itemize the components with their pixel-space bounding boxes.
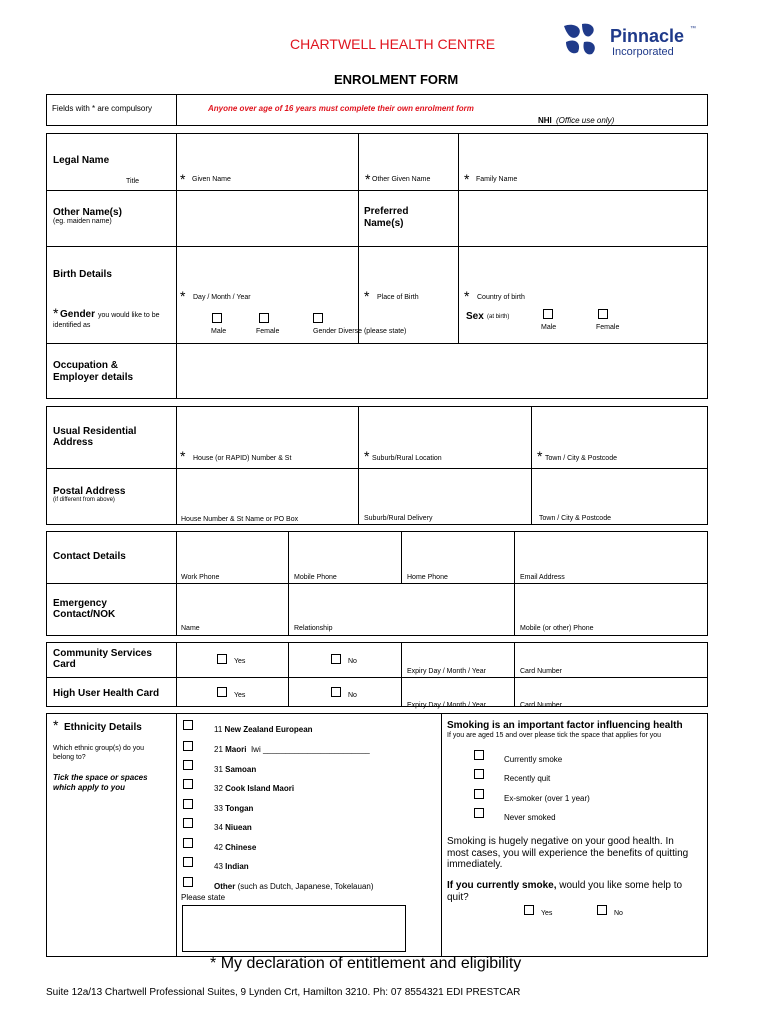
smoking-option: Currently smoke [504,755,563,764]
csc-yes-checkbox[interactable] [217,654,227,664]
work-phone-label: Work Phone [181,574,220,581]
suburb-label: Suburb/Rural Location [372,455,442,462]
country-of-birth-field[interactable] [460,250,706,290]
quit-help-yes-checkbox[interactable] [524,905,534,915]
smoking-ex-checkbox[interactable] [474,789,484,799]
ethnicity-maori-checkbox[interactable] [183,741,193,751]
csc-number-label: Card Number [520,668,563,675]
required-star: * [364,288,370,304]
quit-help-question-2: quit? [447,892,469,903]
huhc-label: High User Health Card [53,688,160,699]
sex-label: Sex [466,311,484,322]
gender-female-label: Female [256,328,280,335]
ethnicity-instruction-2: which apply to you [53,783,126,792]
dob-label: Day / Month / Year [193,294,251,301]
csc-no-checkbox[interactable] [331,654,341,664]
given-name-field[interactable] [178,140,356,188]
residential-address-label-2: Address [53,437,94,448]
gender-female-checkbox[interactable] [259,313,269,323]
logo-tm: ™ [690,26,696,32]
please-state-label: Please state [181,893,226,902]
country-of-birth-label: Country of birth [477,294,525,301]
nhi-label: NHI [538,116,552,125]
required-star: * [365,171,371,187]
email-field[interactable] [516,533,706,573]
logo-main-text: Pinnacle [610,26,685,46]
required-star: * [537,448,543,464]
compulsory-note: Fields with * are compulsory [52,104,153,113]
house-number-field[interactable] [178,408,356,450]
huhc-no-label: No [348,692,357,699]
csc-expiry-label: Expiry Day / Month / Year [407,668,486,675]
pinnacle-logo [560,20,700,64]
house-number-label: House (or RAPID) Number & St [193,455,292,462]
suburb-field[interactable] [360,408,529,450]
family-name-label: Family Name [476,176,518,183]
quit-help-no-checkbox[interactable] [597,905,607,915]
smoking-warning-3: immediately. [447,859,503,870]
sex-male-checkbox[interactable] [543,309,553,319]
smoking-warning-2: most cases, you will experience the benefits of quitting [447,848,689,859]
other-names-label: Other Name(s) [53,207,122,218]
quit-help-question: If you currently smoke, would you like some help to [447,880,683,891]
ethnicity-nz-european-checkbox[interactable] [183,720,193,730]
required-star: * [180,171,186,187]
smoking-option: Never smoked [504,813,556,822]
ethnicity-option: 11 New Zealand European [214,725,313,734]
sex-hint: (at birth) [487,314,510,320]
gender-male-label: Male [211,328,227,335]
birth-details-label: Birth Details [53,269,112,280]
mobile-phone-field[interactable] [290,533,399,573]
postal-town-field[interactable] [533,470,706,514]
csc-label-2: Card [53,659,76,670]
ethnicity-instruction: Tick the space or spaces [53,773,148,782]
sex-female-checkbox[interactable] [598,309,608,319]
ethnicity-option: 43 Indian [214,862,249,871]
postal-address-label: Postal Address [53,486,126,497]
postal-town-label: Town / City & Postcode [539,515,611,522]
huhc-no-checkbox[interactable] [331,687,341,697]
csc-label: Community Services [53,648,152,659]
ethnicity-other-checkbox[interactable] [183,877,193,887]
ethnicity-cook-island-checkbox[interactable] [183,779,193,789]
given-name-label: Given Name [192,176,231,183]
required-star: * [464,288,470,304]
ethnicity-chinese-checkbox[interactable] [183,838,193,848]
preferred-names-label-2: Name(s) [364,218,404,229]
occupation-field[interactable] [178,345,706,397]
nok-name-label: Name [181,625,200,632]
ethnicity-option: 21 Maori Iwi ________________________ [214,745,370,754]
required-star: * [53,717,59,733]
smoking-option: Recently quit [504,774,551,783]
smoking-current-checkbox[interactable] [474,750,484,760]
family-name-field[interactable] [460,140,706,188]
nok-phone-label: Mobile (or other) Phone [520,625,594,632]
postal-address-hint: (if different from above) [53,497,115,503]
ethnicity-question: Which ethnic group(s) do you [53,745,145,752]
smoking-instruction: If you are aged 15 and over please tick the space that applies for you [447,732,662,739]
gender-male-checkbox[interactable] [212,313,222,323]
ethnicity-other-field[interactable] [182,905,406,952]
emergency-label-2: Contact/NOK [53,609,116,620]
place-of-birth-label: Place of Birth [377,294,419,301]
postal-address-field[interactable] [178,470,356,514]
preferred-names-label: Preferred [364,206,409,217]
title-label: Title [126,178,139,185]
logo-sub-text: Incorporated [612,46,674,58]
age-notice: Anyone over age of 16 years must complete their own enrolment form [208,104,474,113]
place-of-birth-field[interactable] [360,250,456,290]
nok-relationship-label: Relationship [294,625,333,632]
nhi-note: (Office use only) [556,116,615,125]
nok-relationship-field[interactable] [290,585,512,623]
ethnicity-indian-checkbox[interactable] [183,857,193,867]
smoking-recent-checkbox[interactable] [474,769,484,779]
huhc-expiry-label: Expiry Day / Month / Year [407,702,486,709]
contact-details-label: Contact Details [53,551,126,562]
required-star: * [210,955,217,972]
gender-hint: you would like to be [98,312,160,319]
legal-name-label: Legal Name [53,155,110,166]
other-given-name-label: Other Given Name [372,176,431,183]
csc-no-label: No [348,658,357,665]
nok-name-field[interactable] [178,585,286,623]
footer-address: Suite 12a/13 Chartwell Professional Suites, 9 Lynden Crt, Hamilton 3210. Ph: 07 8554321 EDI PRESTCAR [46,987,521,998]
nok-phone-field[interactable] [516,585,706,623]
smoking-warning: Smoking is hugely negative on your good health. In [447,836,674,847]
ethnicity-option: 42 Chinese [214,843,257,852]
town-field[interactable] [533,408,706,450]
quit-help-yes-label: Yes [541,910,553,917]
clinic-name: CHARTWELL HEALTH CENTRE [290,36,496,52]
preferred-names-field[interactable] [460,192,706,244]
iwi-field[interactable]: Iwi ________________________ [250,745,370,754]
dob-field[interactable] [178,250,356,290]
ethnicity-niuean-checkbox[interactable] [183,818,193,828]
po-box-label: House Number & St Name or PO Box [181,516,299,523]
gender-label: Gender [60,309,96,320]
residential-address-label: Usual Residential [53,426,137,437]
form-title: ENROLMENT FORM [334,72,459,87]
mobile-phone-label: Mobile Phone [294,574,337,581]
csc-yes-label: Yes [234,658,246,665]
smoking-never-checkbox[interactable] [474,808,484,818]
smoking-option: Ex-smoker (over 1 year) [504,794,590,803]
employer-label: Employer details [53,372,134,383]
quit-help-no-label: No [614,910,623,917]
gender-hint-2: identified as [53,322,91,329]
other-names-field[interactable] [178,192,356,244]
gender-diverse-label: Gender Diverse (please state) [313,328,407,335]
ethnicity-label: Ethnicity Details [64,722,142,733]
required-star: * [180,448,186,464]
huhc-yes-label: Yes [234,692,246,699]
occupation-label: Occupation & [53,360,119,371]
required-star: * [464,171,470,187]
pinnacle-logo-icon [560,20,604,60]
ethnicity-option: 31 Samoan [214,765,257,774]
ethnicity-option: 34 Niuean [214,823,252,832]
ethnicity-other-label: Other (such as Dutch, Japanese, Tokelauan) [214,882,374,891]
email-label: Email Address [520,574,565,581]
emergency-label: Emergency [53,598,107,609]
ethnicity-option: 32 Cook Island Maori [214,784,295,793]
huhc-yes-checkbox[interactable] [217,687,227,697]
postal-suburb-label: Suburb/Rural Delivery [364,515,433,522]
declaration-heading: * My declaration of entitlement and eligibility [210,955,522,972]
sex-male-label: Male [541,324,557,331]
ethnicity-tongan-checkbox[interactable] [183,799,193,809]
work-phone-field[interactable] [178,533,286,573]
huhc-number-label: Card Number [520,702,563,709]
gender-diverse-checkbox[interactable] [313,313,323,323]
ethnicity-samoan-checkbox[interactable] [183,760,193,770]
required-star: * [180,288,186,304]
sex-female-label: Female [596,324,620,331]
town-label: Town / City & Postcode [545,455,617,462]
home-phone-field[interactable] [403,533,512,573]
home-phone-label: Home Phone [407,574,448,581]
other-given-name-field[interactable] [360,140,456,188]
ethnicity-option: 33 Tongan [214,804,254,813]
other-names-hint: (eg. maiden name) [53,218,112,225]
ethnicity-question-2: belong to? [53,754,86,761]
smoking-heading: Smoking is an important factor influencing health [447,720,683,731]
required-star: * [53,305,59,321]
required-star: * [364,448,370,464]
postal-suburb-field[interactable] [360,470,529,514]
